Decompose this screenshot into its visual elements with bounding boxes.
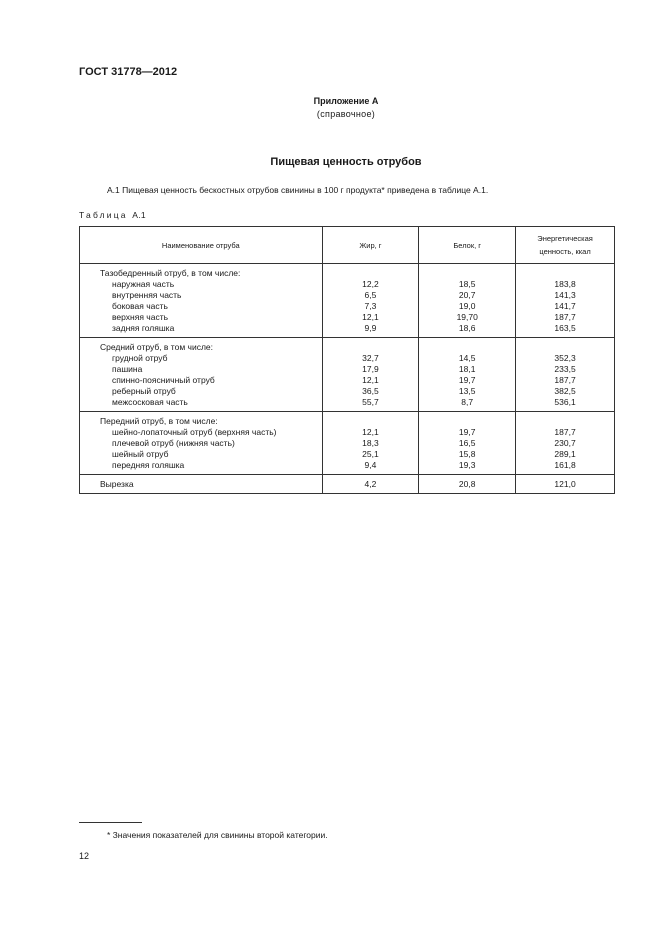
table-row [80,312,615,323]
empty-cell [516,338,615,354]
cut-name: передняя голяшка [80,460,323,475]
fat-value: 12,1 [322,312,419,323]
table-row [80,290,615,301]
protein-value: 19,7 [419,427,516,438]
protein-value: 18,6 [419,323,516,338]
table-row [80,386,615,397]
fat-value: 18,3 [322,438,419,449]
protein-value: 14,5 [419,353,516,364]
protein-value: 18,5 [419,279,516,290]
fat-value: 17,9 [322,364,419,375]
table-group-title-row [80,264,615,280]
group-title: Тазобедренный отруб, в том числе: [80,264,323,280]
table-row [80,427,615,438]
protein-value: 16,5 [419,438,516,449]
protein-value: 19,70 [419,312,516,323]
protein-value: 19,0 [419,301,516,312]
group-title: Передний отруб, в том числе: [80,412,323,428]
fat-value: 12,1 [322,375,419,386]
table-caption-number: А.1 [132,210,146,220]
header-name: Наименование отруба [80,227,323,264]
header-fat: Жир, г [322,227,419,264]
energy-value: 382,5 [516,386,615,397]
header-energy-line1: Энергетическая [537,234,593,243]
intro-paragraph: А.1 Пищевая ценность бескостных отрубов свинины в 100 г продукта* приведена в таблице А.1. [107,185,489,195]
table-row [80,375,615,386]
table-header-row [80,227,615,264]
footnote-divider [79,822,142,823]
cut-name: плечевой отруб (нижняя часть) [80,438,323,449]
energy-value: 141,7 [516,301,615,312]
energy-value: 536,1 [516,397,615,412]
fat-value: 4,2 [322,475,419,494]
section-title: Пищевая ценность отрубов [270,156,422,168]
table-row [80,475,615,494]
cut-name: задняя голяшка [80,323,323,338]
table-body [80,264,615,494]
appendix-title: Приложение А [313,96,379,106]
empty-cell [516,264,615,280]
protein-value: 8,7 [419,397,516,412]
empty-cell [322,412,419,428]
table-row [80,449,615,460]
footnote: * Значения показателей для свинины второй категории. [107,830,328,840]
empty-cell [322,338,419,354]
protein-value: 20,8 [419,475,516,494]
cut-name: верхняя часть [80,312,323,323]
energy-value: 161,8 [516,460,615,475]
cut-name: наружная часть [80,279,323,290]
fat-value: 6,5 [322,290,419,301]
table-group-title-row [80,412,615,428]
cut-name: Вырезка [80,475,323,494]
energy-value: 289,1 [516,449,615,460]
energy-value: 183,8 [516,279,615,290]
header-protein: Белок, г [419,227,516,264]
energy-value: 187,7 [516,427,615,438]
cut-name: боковая часть [80,301,323,312]
table-row [80,279,615,290]
cut-name: грудной отруб [80,353,323,364]
fat-value: 36,5 [322,386,419,397]
fat-value: 12,2 [322,279,419,290]
protein-value: 13,5 [419,386,516,397]
empty-cell [516,412,615,428]
fat-value: 12,1 [322,427,419,438]
nutrition-table [79,226,615,494]
table-group-title-row [80,338,615,354]
protein-value: 19,3 [419,460,516,475]
table-row [80,301,615,312]
cut-name: шейно-лопаточный отруб (верхняя часть) [80,427,323,438]
protein-value: 20,7 [419,290,516,301]
energy-value: 352,3 [516,353,615,364]
fat-value: 9,9 [322,323,419,338]
appendix-note: (справочное) [316,109,376,119]
fat-value: 55,7 [322,397,419,412]
table-row [80,364,615,375]
table-row [80,397,615,412]
energy-value: 230,7 [516,438,615,449]
table-row [80,460,615,475]
fat-value: 7,3 [322,301,419,312]
energy-value: 141,3 [516,290,615,301]
cut-name: реберный отруб [80,386,323,397]
protein-value: 19,7 [419,375,516,386]
protein-value: 15,8 [419,449,516,460]
cut-name: шейный отруб [80,449,323,460]
group-title: Средний отруб, в том числе: [80,338,323,354]
protein-value: 18,1 [419,364,516,375]
table-row [80,323,615,338]
empty-cell [322,264,419,280]
fat-value: 32,7 [322,353,419,364]
energy-value: 121,0 [516,475,615,494]
cut-name: внутренняя часть [80,290,323,301]
energy-value: 187,7 [516,312,615,323]
fat-value: 25,1 [322,449,419,460]
header-energy-line2: ценность, ккал [539,247,591,256]
page-number: 12 [79,851,90,861]
table-row [80,353,615,364]
fat-value: 9,4 [322,460,419,475]
cut-name: пашина [80,364,323,375]
table-row [80,438,615,449]
energy-value: 233,5 [516,364,615,375]
empty-cell [419,264,516,280]
header-energy [516,227,615,264]
empty-cell [419,338,516,354]
empty-cell [419,412,516,428]
document-code: ГОСТ 31778—2012 [79,66,178,78]
cut-name: спинно-поясничный отруб [80,375,323,386]
table-caption-label: Таблица [79,210,128,220]
cut-name: межсосковая часть [80,397,323,412]
energy-value: 163,5 [516,323,615,338]
table-caption [79,210,146,220]
energy-value: 187,7 [516,375,615,386]
